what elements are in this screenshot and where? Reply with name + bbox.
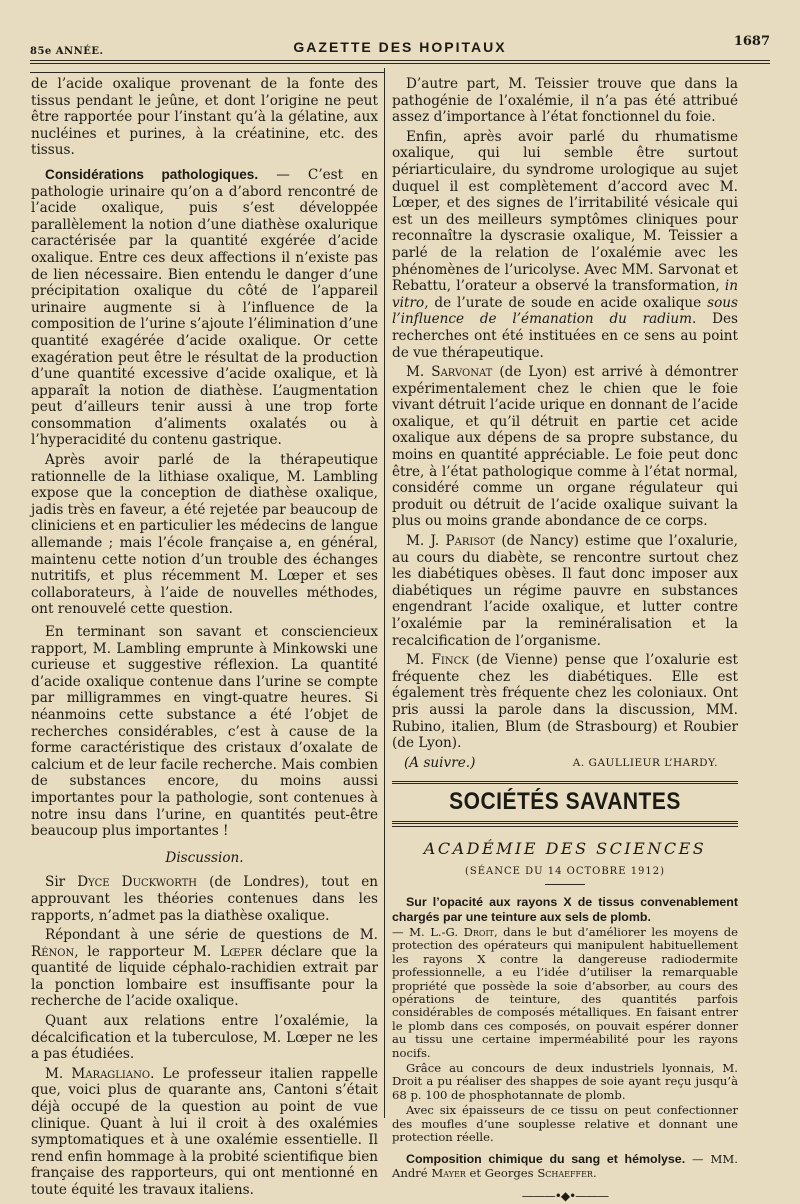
paragraph: Grâce au concours de deux industriels lyonnais, M. Droit a pu réaliser des shappes de soie ayant reçu jusqu’à 68 p. 100 de phosphotannate de plomb. xyxy=(392,1061,738,1102)
page-header xyxy=(30,30,770,61)
person-name: Dyce Duckworth xyxy=(77,874,197,891)
article-author: A. GAULLIEUR L’HARDY. xyxy=(572,756,718,769)
column-divider xyxy=(384,68,385,1118)
to-be-continued: (A suivre.) xyxy=(404,754,476,771)
article-title: Sur l’opacité aux rayons X de tissus convenablement chargés par une teinture aux sels de plomb. xyxy=(392,895,738,924)
paragraph: Répondant à une série de questions de M. Rénon, le rapporteur M. Lœper déclare que la quantité de liquide céphalo-rachidien extrait par la ponction lombaire est insuffisante pour la recherche de l’acide oxalique. xyxy=(31,927,378,1010)
paragraph: Quant aux relations entre l’oxalémie, la décalcification et la tuberculose, M. Lœper ne les a pas étudiées. xyxy=(31,1013,378,1063)
article-end xyxy=(392,755,738,772)
academy-heading: ACADÉMIE DES SCIENCES xyxy=(423,838,707,858)
left-column-rule xyxy=(30,72,385,73)
section-rule xyxy=(392,781,738,784)
paragraph: M. Sarvonat (de Lyon) est arrivé à démontrer expérimentalement chez le chien que le foie vivant détruit l’acide urique en donnant de l’acide oxalique, et qu’il détruit en partie cet acide oxalique aux dépens de sa propre substance, du moins en quantité appréciable. Le foie peut donc être, à l’état pathologique comme à l’état normal, considéré comme un organe régulateur qui produit ou détruit de l’acide oxalique suivant la plus ou moins grande abondance de ce corps. xyxy=(392,364,739,530)
paragraph: Après avoir parlé de la thérapeutique rationnelle de la lithiase oxalique, M. Lambling expose que la conception de diathèse oxalique, jadis très en faveur, a été rejetée par beaucoup de cliniciens et en particulier les médecins de langue allemande ; mais l’école française a, en général, maintenu cette notion d’un trouble des échanges nutritifs, et plus récemment M. Lœper et ses collaborateurs, à l’aide de nouvelles méthodes, ont renouvelé cette question. xyxy=(31,452,378,618)
paragraph: Composition chimique du sang et hémolyse. — MM. André Mayer et Georges Schaeffer. xyxy=(392,1152,738,1180)
person-name: Schaeffer xyxy=(537,1165,593,1180)
page-number: 1687 xyxy=(733,34,770,49)
paragraph: Sir Dyce Duckworth (de Londres), tout en approuvant les théories contenues dans les rapports, n’admet pas la diathèse oxalique. xyxy=(31,874,378,924)
person-name: Parisot xyxy=(445,533,496,550)
publication-title: GAZETTE DES HOPITAUX xyxy=(293,39,507,55)
section-lead: Considérations pathologiques. xyxy=(45,166,259,182)
person-name: Sarvonat xyxy=(431,364,493,381)
paragraph: Avec six épaisseurs de ce tissu on peut confectionner des moufles d’une souplesse relative et donnant une protection réelle. xyxy=(392,1103,738,1145)
left-column xyxy=(31,76,378,1202)
header-rule xyxy=(30,63,770,64)
section-rule xyxy=(392,821,738,824)
paragraph: M. Finck (de Vienne) pense que l’oxalurie est fréquente chez les diabétiques. Elle est également très fréquente chez les coloniaux. Ont pris aussi la parole dans la discussion, MM. Rubino, italien, Blum (de Strasbourg) et Roubier (de Lyon). xyxy=(392,652,738,752)
person-name: Finck xyxy=(431,652,469,669)
person-name: Lœper xyxy=(220,943,263,960)
person-name: Droit xyxy=(463,924,494,939)
paragraph: — M. L.-G. Droit, dans le but d’améliorer les moyens de protection des opérateurs qui manipulent habituellement les rayons X contre la dangereuse radiodermite professionnelle, a eu l’idée d’utiliser la remarquable propriété que possède la soie d’absorber, au cours des opérations de teinture, des quantités parfois considérables de composés métalliques. En faisant entrer le plomb dans ces composés, on pouvait espérer donner au tissu une certaine imperméabilité pour les rayons nocifs. xyxy=(392,924,739,1060)
paragraph: M. J. Parisot (de Nancy) estime que l’oxalurie, au cours du diabète, se rencontre surtout chez les diabétiques obèses. Il faut donc imposer aux diabétiques un régime pauvre en substances engendrant l’acide oxalique, et lutter contre l’oxalémie par la reminéralisation et la recalcification de l’organisme. xyxy=(392,533,738,649)
paragraph: En terminant son savant et consciencieux rapport, M. Lambling emprunte à Minkowski une curieuse et suggestive réflexion. La quantité d’acide oxalique contenue dans l’urine se compte par milligrammes en vingt-quatre heures. Si néanmoins cette substance a été l’objet de recherches considérables, c’est à cause de la forme caractéristique des cristaux d’oxalate de calcium et de leur facile recherche. Mais combien de substances encore, du moins aussi importantes pour la pathologie, sont contenues à notre insu dans l’urine, en quantités peut-être beaucoup plus importantes ! xyxy=(31,624,378,840)
paragraph: Considérations pathologiques. — C’est en pathologie urinaire qu’on a d’abord rencontré de l’acide oxalique, puis s’est développée parallèlement la notion d’une diathèse oxalurique caractérisée par la quantité exgérée d’acide oxalique. Entre ces deux affections il n’existe pas de lien nécessaire. Bien entendu le danger d’une précipitation oxalique du côté de l’appareil urinaire augmente si à l’influence de la composition de l’urine s’ajoute l’élimination d’une quantité exagérée d’acide oxalique. Or cette exagération peut être le résultat de la production d’une quantité excessive d’acide oxalique, et là apparaît la notion de diathèse. L’augmentation peut d’ailleurs tenir aussi à une trop forte consommation d’aliments oxalatés ou à l’hyperacidité du contenu gastrique. xyxy=(31,166,379,449)
person-name: Mayer xyxy=(431,1165,466,1180)
paragraph: Enfin, après avoir parlé du rhumatisme oxalique, qui lui semble être surtout périarticulaire, du syndrome urologique au sujet duquel il est complètement d’accord avec M. Lœper, et des signes de l’irritabilité vésicale qui est un des meilleurs symptômes cliniques pour reconnaître la dyscrasie oxalique, M. Teissier a parlé de la relation de l’oxalémie avec les phénomènes de l’uricolyse. Avec MM. Sarvonat et Rebattu, l’orateur a observé la transformation, in vitro, de l’urate de soude en acide oxalique sous l’influence de l’émanation du radium. Des recherches ont été instituées en ce sens au point de vue thérapeutique. xyxy=(392,128,739,361)
right-column xyxy=(392,76,738,1204)
year-label: 85e ANNÉE. xyxy=(30,46,104,57)
discussion-heading: Discussion. xyxy=(165,849,244,866)
person-name: Maragliano xyxy=(71,1065,151,1082)
paragraph: de l’acide oxalique provenant de la fonte des tissus pendant le jeûne, et dont l’origine ne peut être rapportée pour l’instant qu’à la gélatine, aux nucléines et purines, à la créatinine, etc. des tissus. xyxy=(31,76,378,159)
ornament-divider: ———•◆•——— xyxy=(521,1189,609,1204)
session-date: (SÉANCE DU 14 OCTOBRE 1912) xyxy=(464,865,666,877)
academy-report xyxy=(392,895,738,1204)
section-title: SOCIÉTÉS SAVANTES xyxy=(449,788,681,815)
section-rule xyxy=(392,826,738,827)
article-title: Composition chimique du sang et hémolyse. xyxy=(406,1152,686,1167)
paragraph: D’autre part, M. Teissier trouve que dans la pathogénie de l’oxalémie, il n’a pas été attribué assez d’importance à l’état fonctionnel du foie. xyxy=(392,76,738,126)
person-name: Rénon xyxy=(31,943,75,960)
paragraph: M. Maragliano. Le professeur italien rappelle que, voici plus de quarante ans, Cantoni s’était déjà occupé de la question au point de vue clinique. Quant à lui il croit à des oxalémies symptomatiques et à une oxalémie essentielle. Il rend enfin hommage à la probité scientifique bien française des rapporteurs, qui ont mentionné en toute équité les travaux italiens. xyxy=(31,1065,379,1198)
short-divider xyxy=(545,884,585,885)
